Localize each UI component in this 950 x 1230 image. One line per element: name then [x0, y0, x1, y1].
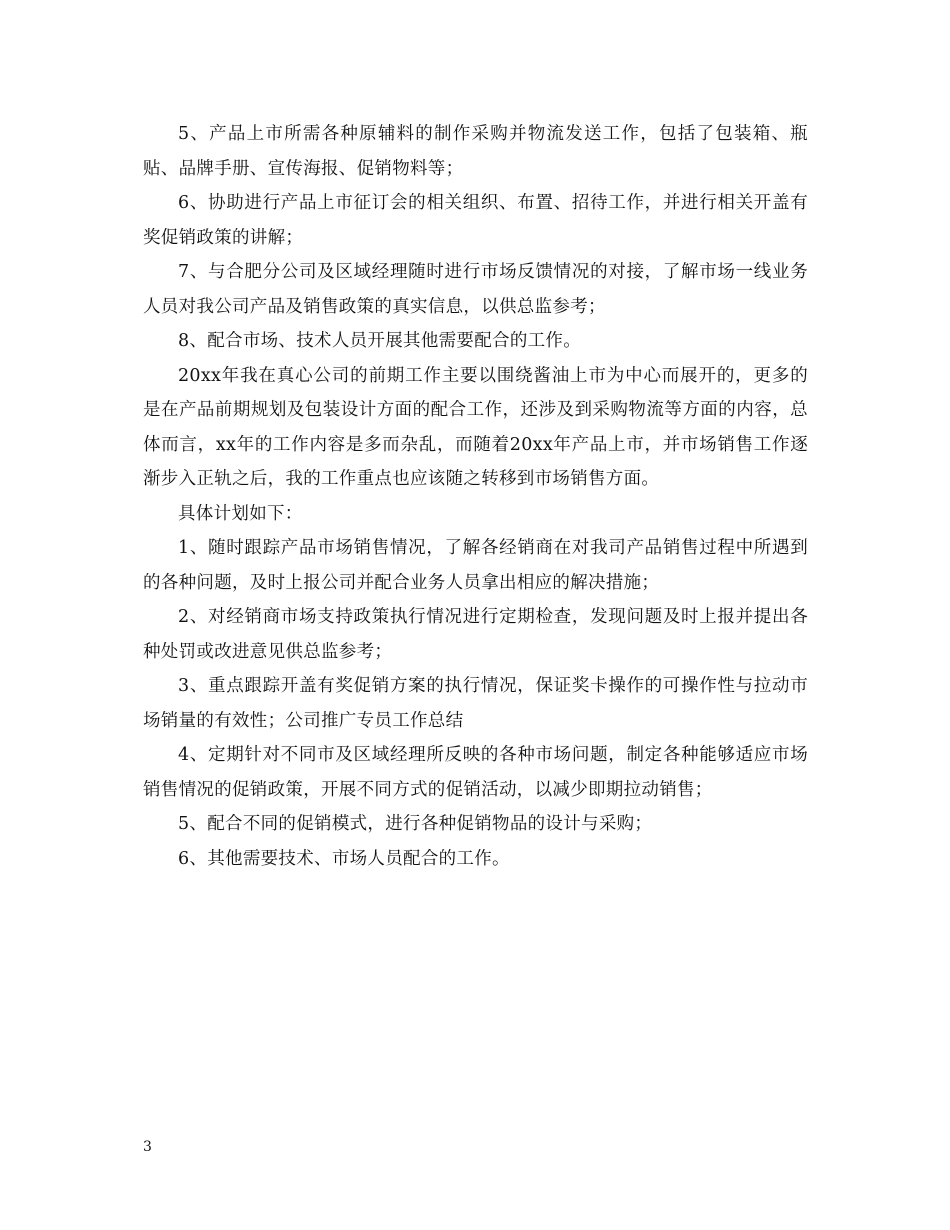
paragraph-item-7-market-feedback: 7、与合肥分公司及区域经理随时进行市场反馈情况的对接，了解市场一线业务人员对我公司产品及销售政策的真实信息，以供总监参考；	[143, 262, 808, 317]
paragraph-work-summary: 20xx年我在真心公司的前期工作主要以围绕酱油上市为中心而展开的，更多的是在产品前期规划及包装设计方面的配合工作，还涉及到采购物流等方面的内容，总体而言，xx年的工作内容是多而杂乱，而随着20xx年产品上市，并市场销售工作逐渐步入正轨之后，我的工作重点也应该随之转移到市场销售方面。	[143, 365, 808, 489]
paragraph-plan-2: 2、对经销商市场支持政策执行情况进行定期检查，发现问题及时上报并提出各种处罚或改进意见供总监参考；	[143, 607, 808, 662]
paragraph-item-6-launch-meeting: 6、协助进行产品上市征订会的相关组织、布置、招待工作，并进行相关开盖有奖促销政策的讲解；	[143, 193, 808, 248]
paragraph-plan-3: 3、重点跟踪开盖有奖促销方案的执行情况，保证奖卡操作的可操作性与拉动市场销量的有效性；公司推广专员工作总结	[143, 676, 808, 731]
paragraph-item-8-cooperation: 8、配合市场、技术人员开展其他需要配合的工作。	[178, 331, 582, 351]
paragraph-plan-4: 4、定期针对不同市及区域经理所反映的各种市场问题，制定各种能够适应市场销售情况的促销政策，开展不同方式的促销活动，以减少即期拉动销售；	[143, 745, 808, 800]
paragraph-plan-heading: 具体计划如下：	[178, 503, 303, 524]
paragraph-plan-6: 6、其他需要技术、市场人员配合的工作。	[178, 848, 510, 869]
page-number: 3	[143, 1139, 152, 1155]
document-body	[143, 117, 808, 876]
paragraph-plan-1: 1、随时跟踪产品市场销售情况，了解各经销商在对我司产品销售过程中所遇到的各种问题，及时上报公司并配合业务人员拿出相应的解决措施；	[143, 538, 808, 593]
paragraph-plan-5: 5、配合不同的促销模式，进行各种促销物品的设计与采购；	[178, 814, 653, 834]
paragraph-item-5-materials: 5、产品上市所需各种原辅料的制作采购并物流发送工作，包括了包装箱、瓶贴、品牌手册、宣传海报、促销物料等；	[143, 124, 808, 179]
